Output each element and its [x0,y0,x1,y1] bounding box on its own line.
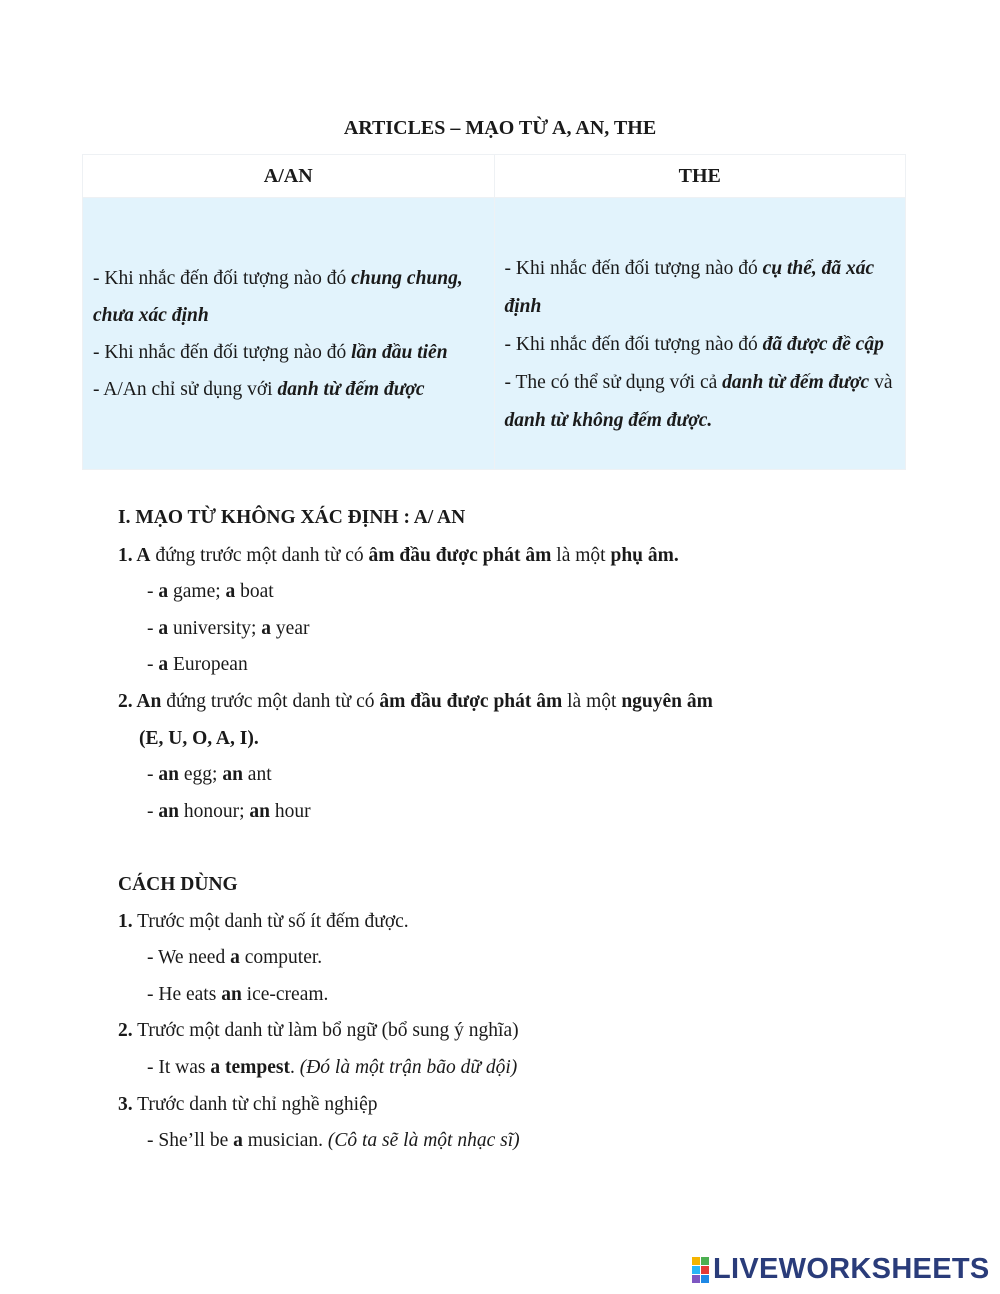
logo-square [692,1257,700,1265]
a-an-cell [83,198,495,470]
example-line: - He eats an ice-cream. [147,984,329,1005]
liveworksheets-logo [692,1253,990,1286]
section-heading: I. MẠO TỪ KHÔNG XÁC ĐỊNH : A/ AN [118,507,466,528]
liveworksheets-mark-icon [692,1257,709,1283]
usage-3: 3. Trước danh từ chỉ nghề nghiệp [118,1094,378,1115]
the-line-2: - Khi nhắc đến đối tượng nào đó đã được đề cập [504,333,884,355]
logo-square [701,1257,709,1265]
a-an-line-1: - Khi nhắc đến đối tượng nào đó chung chung, chưa xác định [93,267,463,326]
the-line-3: - The có thể sử dụng với cả danh từ đếm được và danh từ không đếm được. [504,371,893,431]
logo-square [701,1275,709,1283]
page-title: ARTICLES – MẠO TỪ A, AN, THE [343,117,657,139]
comparison-table [82,154,906,470]
vowel-list: (E, U, O, A, I). [139,728,259,749]
usage-heading: CÁCH DÙNG [118,874,238,895]
example-line: - It was a tempest. (Đó là một trận bão dữ dội) [147,1057,518,1078]
usage-2: 2. Trước một danh từ làm bổ ngữ (bổ sung ý nghĩa) [118,1020,519,1041]
logo-square [692,1275,700,1283]
a-an-line-2: - Khi nhắc đến đối tượng nào đó lần đầu tiên [93,341,448,363]
usage-1: 1. Trước một danh từ số ít đếm được. [118,911,409,932]
brand-name: LIVEWORKSHEETS [713,1253,990,1285]
a-an-line-3: - A/An chỉ sử dụng với danh từ đếm được [93,378,425,400]
header-a-an: A/AN [83,155,495,198]
logo-square [701,1266,709,1274]
rule-2: 2. An đứng trước một danh từ có âm đầu được phát âm là một nguyên âm [118,691,713,712]
example-line: - a game; a boat [147,581,274,602]
example-line: - a European [147,654,248,675]
the-line-1: - Khi nhắc đến đối tượng nào đó cụ thể, đã xác định [504,257,875,317]
header-the: THE [494,155,906,198]
example-line: - We need a computer. [147,947,323,968]
example-line: - She’ll be a musician. (Cô ta sẽ là một nhạc sĩ) [147,1130,520,1151]
example-line: - an honour; an hour [147,801,311,822]
logo-square [692,1266,700,1274]
rule-1: 1. A đứng trước một danh từ có âm đầu được phát âm là một phụ âm. [118,545,679,566]
example-line: - a university; a year [147,618,310,639]
the-cell [494,198,906,470]
example-line: - an egg; an ant [147,764,272,785]
